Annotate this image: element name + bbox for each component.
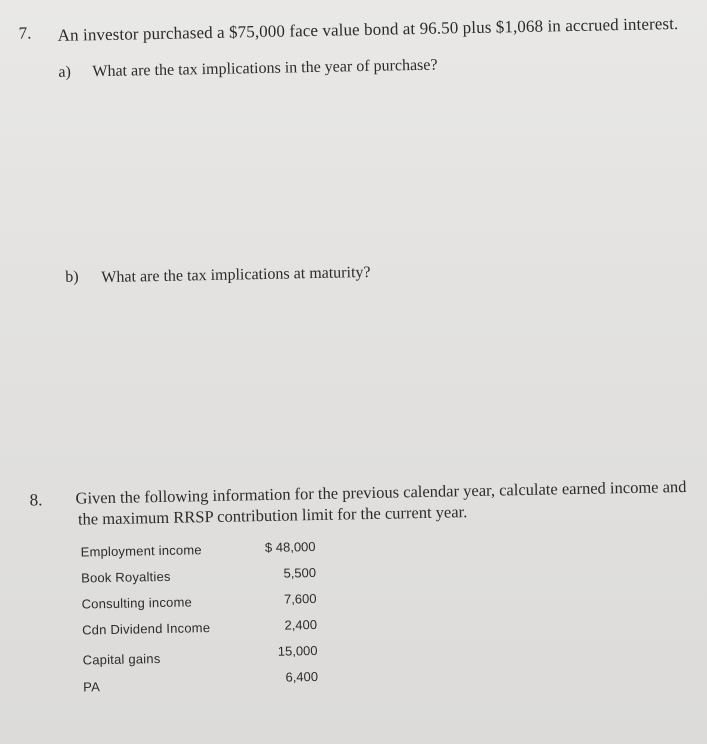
table-row-label: PA (83, 679, 101, 695)
question-7a-text: What are the tax implications in the year of purchase? (92, 56, 438, 81)
table-row-value: 7,600 (283, 591, 317, 607)
table-row-value: 5,500 (283, 565, 317, 581)
table-row-label: Capital gains (82, 651, 161, 668)
question-8-number: 8. (29, 490, 43, 510)
table-row-value: 6,400 (285, 669, 319, 685)
table-row-value: $ 48,000 (264, 539, 316, 556)
table-row-label: Employment income (80, 542, 202, 560)
question-8-line-2: the maximum RRSP contribution limit for the current year. (77, 502, 468, 529)
question-7b-label: b) (65, 268, 79, 286)
table-row-label: Cdn Dividend Income (81, 620, 211, 638)
question-7-number: 7. (18, 23, 32, 43)
table-row-label: Consulting income (81, 594, 193, 612)
question-8-line-1: Given the following information for the previous calendar year, calculate earned income and (75, 476, 687, 508)
table-row-value: 2,400 (284, 617, 318, 633)
question-7a-label: a) (58, 63, 71, 81)
question-7b-text: What are the tax implications at maturity? (101, 263, 371, 287)
table-row-label: Book Royalties (80, 568, 171, 586)
question-7-text: An investor purchased a $75,000 face value bond at 96.50 plus $1,068 in accrued interest. (57, 13, 679, 45)
table-row-value: 15,000 (277, 643, 318, 659)
